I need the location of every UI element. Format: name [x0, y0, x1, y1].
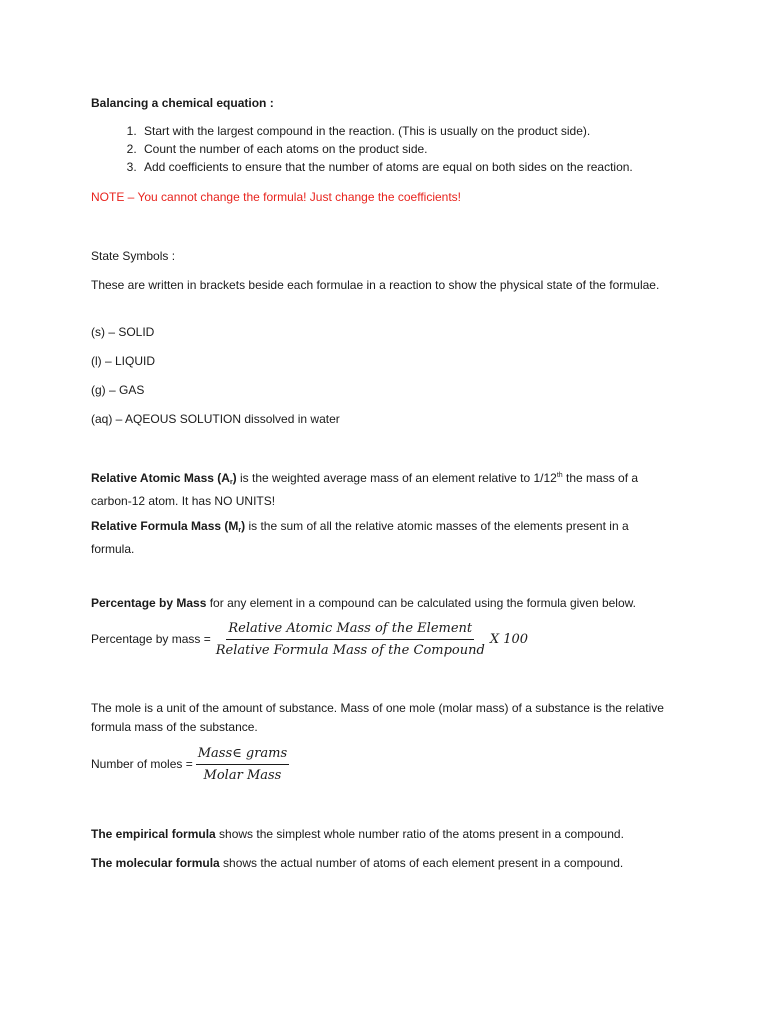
state-symbol-solid: (s) – SOLID — [91, 325, 155, 339]
percentage-multiplier: X 100 — [489, 632, 529, 647]
balancing-steps-list — [91, 122, 668, 176]
moles-formula-label: Number of moles = — [91, 757, 193, 771]
percentage-denominator: Relative Formula Mass of the Compound — [215, 643, 485, 658]
state-symbol-aqueous: (aq) – AQEOUS SOLUTION dissolved in water — [91, 412, 340, 426]
percentage-fraction — [214, 620, 487, 659]
state-symbol-gas: (g) – GAS — [91, 383, 145, 397]
balancing-note: NOTE – You cannot change the formula! Just change the coefficients! — [91, 190, 462, 204]
percentage-by-mass-term: Percentage by Mass — [91, 596, 207, 610]
relative-atomic-mass-paragraph: Relative Atomic Mass $(A_r)$ is the weighted average mass of an element relative to 1/12th the mass of a carbon-12 atom. It has NO UNITS! — [91, 471, 639, 508]
state-symbols-intro: These are written in brackets beside each formulae in a reaction to show the physical state of the formulae. — [91, 278, 660, 292]
percentage-numerator: Relative Atomic Mass of the Element — [226, 620, 474, 640]
relative-formula-mass-paragraph: Relative Formula Mass $(M_r)$ is the sum of all the relative atomic masses of the elements present in a formula. — [91, 519, 629, 556]
balancing-step: 3. Add coefficients to ensure that the number of atoms are equal on both sides on the reaction. — [140, 158, 668, 176]
moles-fraction — [196, 745, 289, 784]
percentage-by-mass-paragraph: Percentage by Mass for any element in a compound can be calculated using the formula given below. — [91, 596, 636, 610]
moles-equation — [91, 745, 668, 784]
moles-denominator: Molar Mass — [203, 768, 282, 783]
percentage-formula-label: Percentage by mass = — [91, 632, 211, 646]
mole-paragraph: The mole is a unit of the amount of substance. Mass of one mole (molar mass) of a substance is the relative formula mass of the substance. — [91, 701, 664, 734]
relative-atomic-mass-term: Relative Atomic Mass $(A_r)$ — [91, 471, 237, 486]
state-symbol-liquid: (l) – LIQUID — [91, 354, 156, 368]
molecular-formula-term: The molecular formula — [91, 856, 220, 870]
balancing-heading: Balancing a chemical equation : — [91, 96, 274, 110]
empirical-formula-term: The empirical formula — [91, 827, 216, 841]
molecular-formula-paragraph: The molecular formula shows the actual number of atoms of each element present in a compound. — [91, 856, 624, 870]
percentage-by-mass-equation — [91, 620, 668, 659]
empirical-formula-paragraph: The empirical formula shows the simplest whole number ratio of the atoms present in a compound. — [91, 827, 624, 841]
balancing-step: 1. Start with the largest compound in the reaction. (This is usually on the product side). — [140, 122, 668, 140]
moles-numerator: Mass∈ grams — [196, 745, 289, 765]
relative-formula-mass-term: Relative Formula Mass $(M_r)$ — [91, 519, 246, 534]
state-symbols-heading: State Symbols : — [91, 249, 176, 263]
balancing-step: 2. Count the number of each atoms on the product side. — [140, 140, 668, 158]
